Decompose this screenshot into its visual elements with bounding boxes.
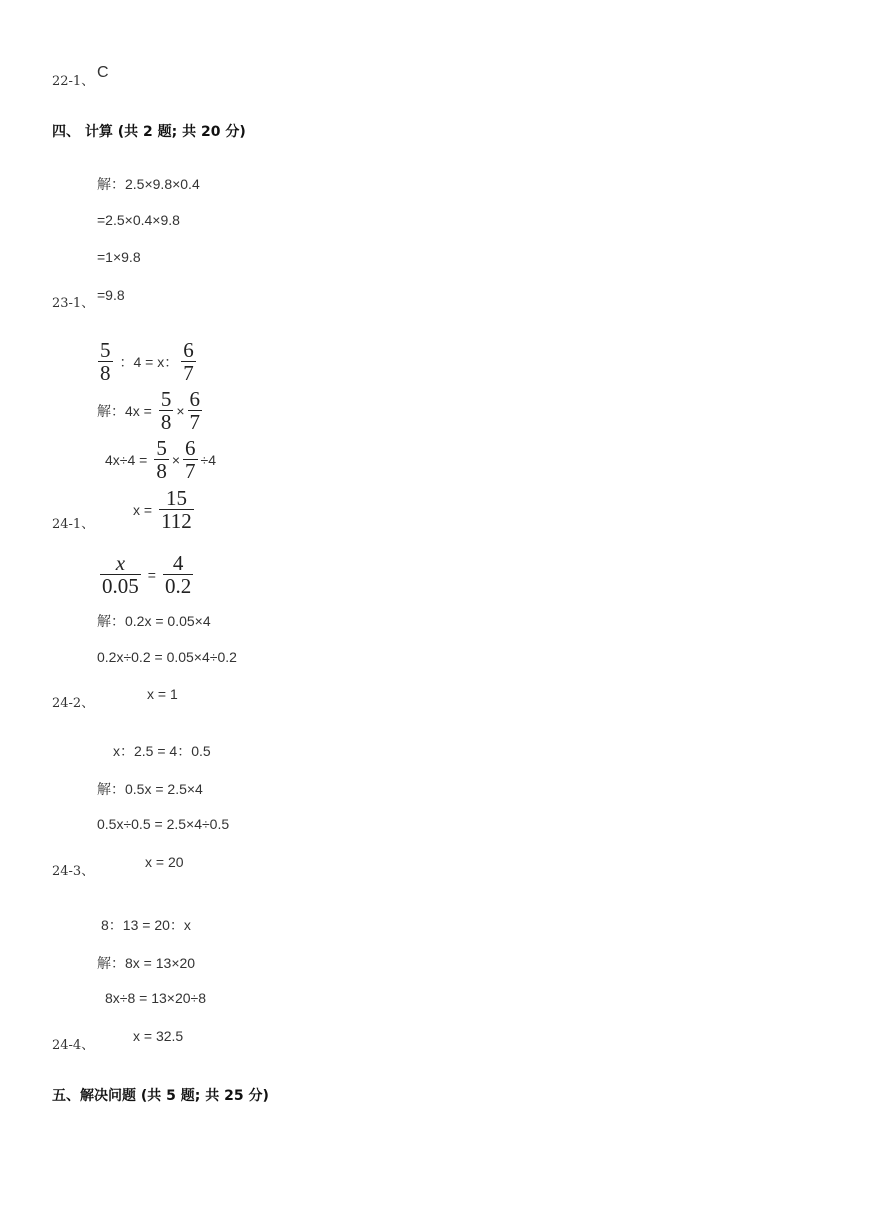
q23-1-line1: 解：2.5×9.8×0.4: [97, 176, 200, 192]
question-label-24-3: 24-3、: [52, 864, 95, 879]
question-label-24-1: 24-1、: [52, 517, 95, 532]
fraction: $\frac{5}{8}$: [156, 436, 167, 483]
fraction: $\frac{6}{7}$: [183, 338, 194, 385]
question-label-24-4: 24-4、: [52, 1038, 95, 1053]
question-label-24-2: 24-2、: [52, 696, 95, 711]
q23-1-line4: =9.8: [97, 287, 125, 303]
section-title-calculation: 四、 计算 (共 2 题; 共 20 分): [52, 124, 246, 140]
q24-1-line2: 解：4x = $\frac{5}{8}$ × $\frac{6}{7}$: [97, 387, 201, 434]
q24-1-line4: x = $\frac{15}{112}$: [133, 486, 192, 533]
q23-1-line3: =1×9.8: [97, 249, 141, 265]
q24-3-line2: 解：0.5x = 2.5×4: [97, 781, 203, 797]
fraction: $\frac{4}{0.2}$: [164, 551, 192, 598]
fraction: $\frac{6}{7}$: [189, 387, 201, 434]
q24-3-line1: x：2.5 = 4：0.5: [113, 743, 211, 759]
q24-4-line4: x = 32.5: [133, 1028, 184, 1044]
question-label-23-1: 23-1、: [52, 296, 95, 311]
q24-2-line1: $\frac{x}{0.05}$ = $\frac{4}{0.2}$: [102, 551, 192, 598]
fraction: $\frac{5}{8}$: [100, 338, 111, 385]
q24-4-line2: 解：8x = 13×20: [97, 955, 196, 971]
q24-2-line4: x = 1: [147, 686, 178, 702]
section-title-problem-solving: 五、解决问题 (共 5 题; 共 25 分): [52, 1088, 269, 1104]
fraction: $\frac{x}{0.05}$: [102, 551, 139, 598]
fraction: $\frac{6}{7}$: [185, 436, 196, 483]
question-label-22-1: 22-1、: [52, 74, 95, 89]
q24-4-line3: 8x÷8 = 13×20÷8: [105, 990, 207, 1006]
fraction: $\frac{15}{112}$: [161, 486, 192, 533]
q24-1-line3: 4x÷4 = $\frac{5}{8}$ × $\frac{6}{7}$ ÷4: [105, 436, 216, 483]
q24-2-line2: 解：0.2x = 0.05×4: [97, 613, 211, 629]
q24-3-line3: 0.5x÷0.5 = 2.5×4÷0.5: [97, 816, 230, 832]
q23-1-line2: =2.5×0.4×9.8: [97, 212, 180, 228]
q24-4-line1: 8：13 = 20：x: [101, 917, 191, 933]
q24-1-line1: $\frac{5}{8}$ ：4 = x： $\frac{6}{7}$: [100, 338, 194, 385]
q24-2-line3: 0.2x÷0.2 = 0.05×4÷0.2: [97, 649, 237, 665]
q24-3-line4: x = 20: [145, 854, 184, 870]
answer-22-1: C: [97, 64, 109, 81]
fraction: $\frac{5}{8}$: [160, 387, 172, 434]
